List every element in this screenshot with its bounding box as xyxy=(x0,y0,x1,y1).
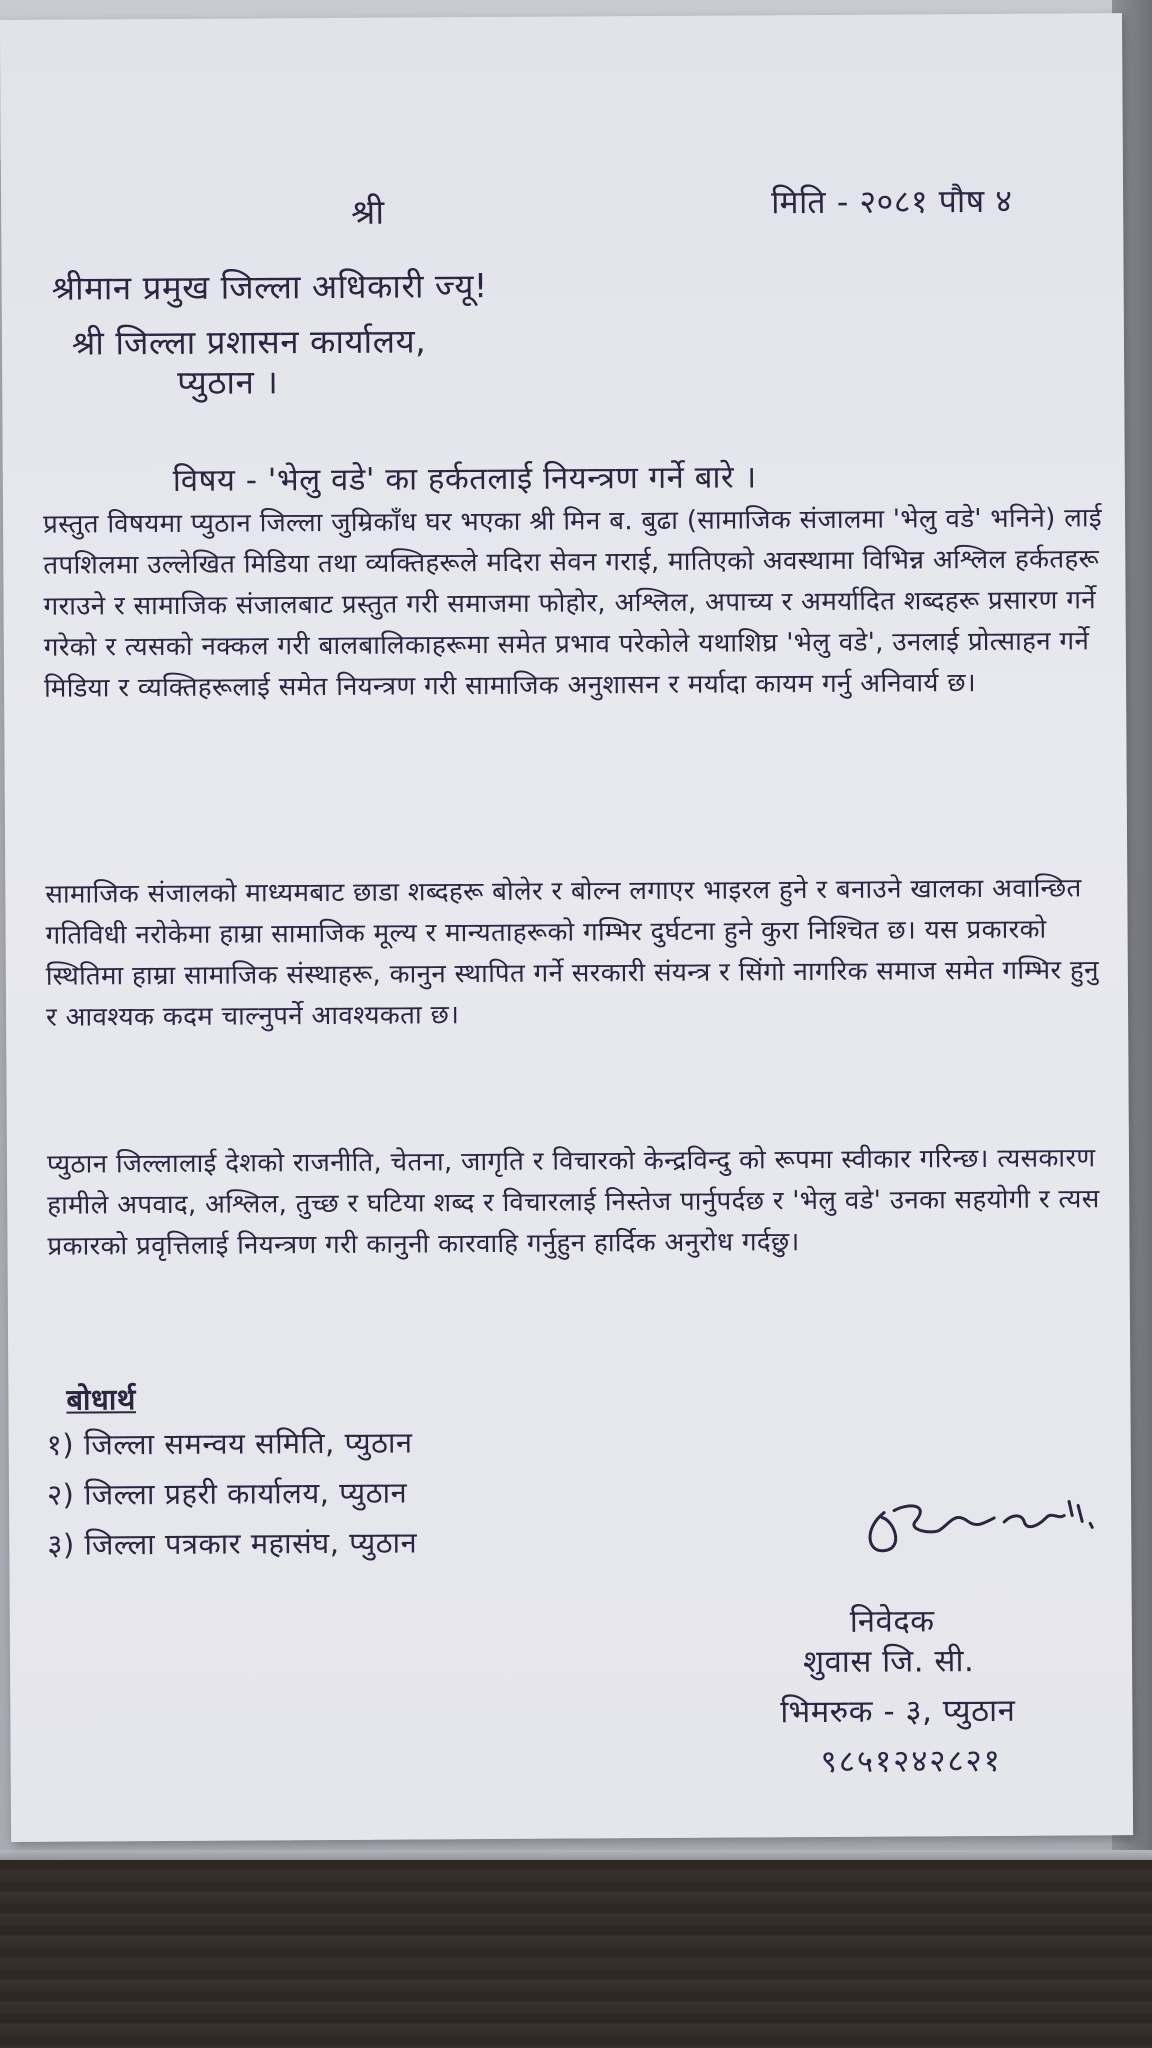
body-paragraph-2: सामाजिक संजालको माध्यमबाट छाडा शब्दहरू बोलेर र बोल्न लगाएर भाइरल हुने र बनाउने खालका अवान्छित गतिविधी नरोकेमा हाम्रा सामाजिक मूल्य र मान्यताहरूको गम्भिर दुर्घटना हुने कुरा निश्चित छ। यस प्रकारको स्थितिमा हाम्रा सामाजिक संस्थाहरू, कानुन स्थापित गर्ने सरकारी संयन्त्र र सिंगो नागरिक समाज समेत गम्भिर हुनु र आवश्यक कदम चाल्नुपर्ने आवश्यकता छ। xyxy=(45,873,1099,1033)
letter-salutation: श्री xyxy=(351,192,385,233)
handwritten-signature xyxy=(854,1471,1105,1573)
body-paragraph-1: प्रस्तुत विषयमा प्युठान जिल्ला जुम्रिकाँध घर भएका श्री मिन ब. बुढा (सामाजिक संजालमा 'भेलु वडे' भनिने) लाई तपशिलमा उल्लेखित मिडिया तथा व्यक्तिहरूले मदिरा सेवन गराई, मातिएको अवस्थामा विभिन्न अश्लिल हर्कतहरू गराउने र सामाजिक संजालबाट प्रस्तुत गरी समाजमा फोहोर, अश्लिल, अपाच्य र अमर्यादित शब्दहरू प्रसारण गर्ने गरेको र त्यसको नक्कल गरी बालबालिकाहरूमा समेत प्रभाव परेकोले यथाशिघ्र 'भेलु वडे', उनलाई प्रोत्साहन गर्ने मिडिया र व्यक्तिहरूलाई समेत नियन्त्रण गरी सामाजिक अनुशासन र मर्यादा कायम गर्नु अनिवार्य छ। xyxy=(42,503,1102,704)
addressee-title: श्रीमान प्रमुख जिल्ला अधिकारी ज्यू! xyxy=(51,266,488,308)
body-paragraph-3: प्युठान जिल्लालाई देशको राजनीति, चेतना, जागृति र विचारको केन्द्रविन्दु को रूपमा स्वीकार गरिन्छ। त्यसकारण हामीले अपवाद, अश्लिल, तुच्छ र घटिया शब्द र विचारलाई निस्तेज पार्नुपर्दछ र 'भेलु वडे' उनका सहयोगी र त्यस प्रकारको प्रवृत्तिलाई नियन्त्रण गरी कानुनी कारवाहि गर्नुहुन हार्दिक अनुरोध गर्दछु। xyxy=(46,1143,1100,1262)
cc-heading: बोधार्थ xyxy=(66,1382,136,1417)
sender-address: भिमरुक - ३, प्युठान xyxy=(780,1692,1016,1731)
sender-phone: ९८५१२४२८२१ xyxy=(820,1742,1002,1781)
letter-subject: विषय - 'भेलु वडे' का हर्कतलाई नियन्त्रण गर्ने बारे । xyxy=(172,459,757,499)
sender-label: निवेदक xyxy=(849,1603,935,1640)
wooden-table xyxy=(0,1860,1152,2048)
letter-date: मिति - २०८१ पौष ४ xyxy=(771,181,1013,222)
letter-sheet xyxy=(0,13,1133,1842)
cc-item: १) जिल्ला समन्वय समिति, प्युठान xyxy=(46,1425,413,1462)
cc-item: ३) जिल्ला पत्रकार महासंघ, प्युठान xyxy=(47,1525,418,1562)
addressee-office: श्री जिल्ला प्रशासन कार्यालय, xyxy=(71,321,427,363)
addressee-place: प्युठान । xyxy=(177,362,279,402)
cc-item: २) जिल्ला प्रहरी कार्यालय, प्युठान xyxy=(46,1475,408,1512)
sender-name: शुवास जि. सी. xyxy=(802,1643,975,1681)
